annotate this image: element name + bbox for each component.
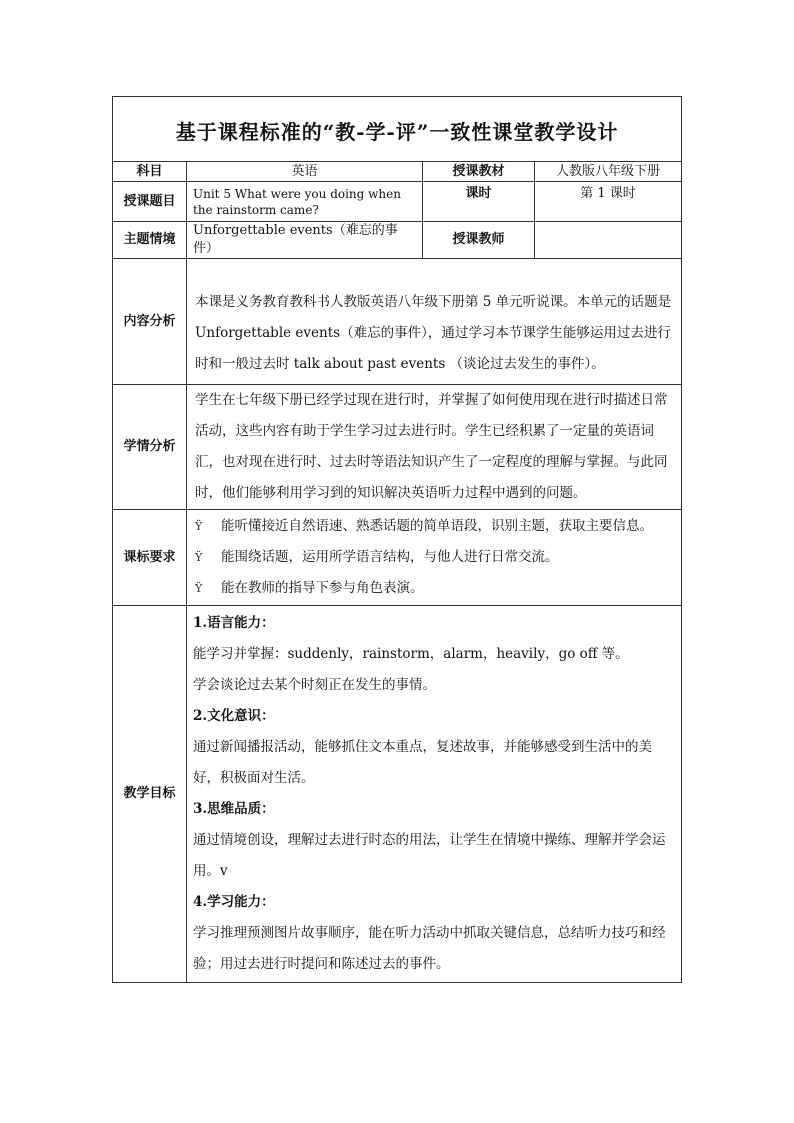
objectives-label: 教学目标 [113, 606, 187, 983]
material-label: 授课教材 [423, 162, 535, 182]
lesson-design-table [112, 96, 682, 983]
standards-label: 课标要求 [113, 510, 187, 606]
student-analysis-text: 学生在七年级下册已经学过现在进行时，并掌握了如何使用现在进行时描述日常活动，这些内容有助于学生学习过去进行时。学生已经积累了一定量的英语词汇，也对现在进行时、过去时等语法知识产生了一定程度的理解与掌握。与此同时，他们能够利用学习到的知识解决英语听力过程中遇到的问题。 [195, 392, 668, 501]
bullet-icon: Ÿ [195, 582, 203, 595]
standards-list [187, 510, 682, 606]
content-analysis-text: 本课是义务教育教科书人教版英语八年级下册第 5 单元听说课。本单元的话题是 Unforgettable events（难忘的事件），通过学习本节课学生能够运用过去进行时和一般过去时 talk about past events （谈论过去发生的事件）。 [195, 294, 672, 372]
objective-heading-culture: 2.文化意识： [193, 708, 275, 724]
objective-text: 能学习并掌握：suddenly，rainstorm，alarm，heavily，go off 等。 [193, 646, 629, 662]
objective-heading-thinking: 3.思维品质： [193, 801, 275, 817]
bullet-icon: Ÿ [195, 520, 203, 533]
content-analysis-label: 内容分析 [113, 259, 187, 385]
objective-heading-learning: 4.学习能力： [193, 894, 275, 910]
subject-label: 科目 [113, 162, 187, 182]
standard-item: Ÿ 能听懂接近自然语速、熟悉话题的简单语段，识别主题，获取主要信息。 [193, 511, 675, 542]
objective-text: 通过新闻播报活动，能够抓住文本重点，复述故事，并能够感受到生活中的美好，积极面对生活。 [193, 739, 652, 786]
topic-value: Unit 5 What were you doing when the rainstorm came? [187, 182, 423, 222]
subject-value: 英语 [187, 162, 423, 182]
teacher-label: 授课教师 [423, 222, 535, 259]
standard-item: Ÿ 能在教师的指导下参与角色表演。 [193, 573, 675, 604]
document-title: 基于课程标准的“教-学-评”一致性课堂教学设计 [113, 97, 682, 162]
objective-text: 学习推理预测图片故事顺序，能在听力活动中抓取关键信息，总结听力技巧和经验；用过去进行时提问和陈述过去的事件。 [193, 925, 666, 972]
topic-label: 授课题目 [113, 182, 187, 222]
period-label: 课时 [423, 182, 535, 222]
bullet-icon: Ÿ [195, 551, 203, 564]
material-value: 人教版八年级下册 [535, 162, 682, 182]
objectives-content [187, 606, 682, 983]
objective-text: 通过情境创设，理解过去进行时态的用法，让学生在情境中操练、理解并学会运用。v [193, 832, 666, 879]
objective-text: 学会谈论过去某个时刻正在发生的事情。 [193, 677, 436, 693]
student-analysis-label: 学情分析 [113, 385, 187, 510]
theme-value: Unforgettable events（难忘的事件） [187, 222, 423, 259]
standard-item: Ÿ 能围绕话题，运用所学语言结构，与他人进行日常交流。 [193, 542, 675, 573]
period-value: 第 1 课时 [535, 182, 682, 222]
theme-label: 主题情境 [113, 222, 187, 259]
objective-heading-language: 1.语言能力： [193, 615, 275, 631]
teacher-value [535, 222, 682, 259]
